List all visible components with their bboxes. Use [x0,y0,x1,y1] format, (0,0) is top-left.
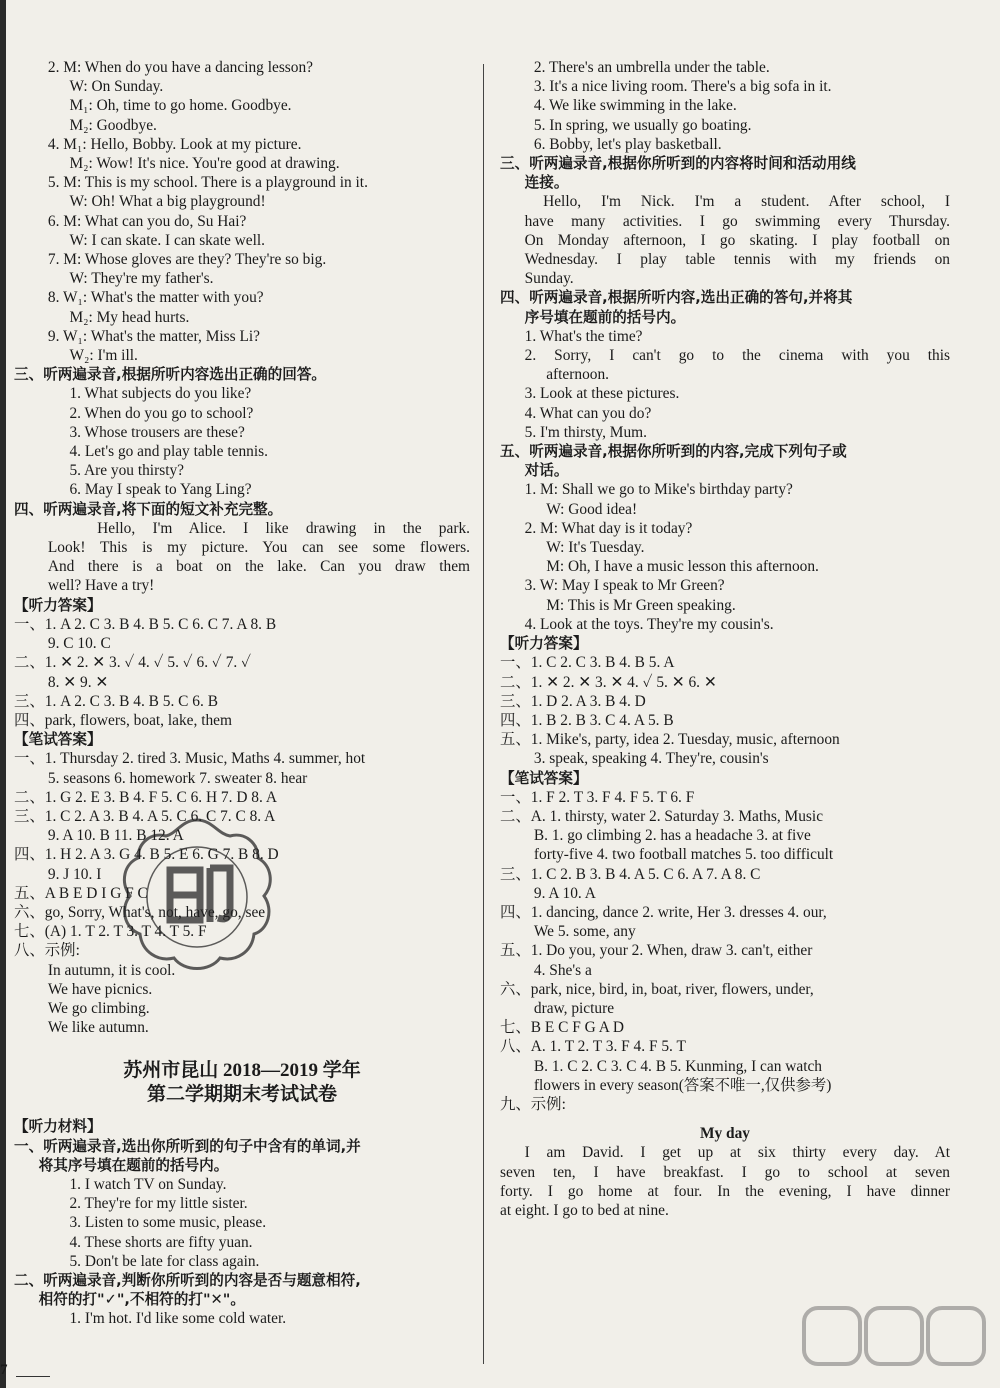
paragraph-line: On Monday afternoon, I go skating. I play football on [524,231,950,249]
text-line: 1. What's the time? [524,327,643,345]
text-line: 二、1. ✕ 2. ✕ 3. ✕ 4. ✓ 5. ✕ 6. ✕ [500,673,717,691]
exam-title: 苏州市昆山 2018—2019 学年 [123,1060,361,1082]
text-line: W: On Sunday. [69,78,164,96]
text-line: 4. She's a [533,961,592,979]
text-line: 2. They're for my little sister. [69,1195,248,1213]
text-line: 9. C 10. C [47,635,111,653]
text-line: 二、1. ✕ 2. ✕ 3. ✓ 4. ✓ 5. ✓ 6. ✓ 7. ✓ [14,654,252,672]
answer-heading: 【笔试答案】 [14,731,102,749]
text-line: Sunday. [524,270,574,288]
text-line: 5. Don't be late for class again. [69,1252,260,1270]
text-line: 七、B E C F G A D [500,1019,625,1037]
paragraph-line: Wednesday. I play table tennis with my friends on [524,251,950,269]
text-line: at eight. I go to bed at nine. [500,1201,669,1219]
text-line: forty-five 4. two football matches 5. too difficult [533,846,834,864]
text-line: 1. M: Shall we go to Mike's birthday party? [524,481,793,499]
column-divider [483,64,484,1364]
text-line: 六、park, nice, bird, in, boat, river, flowers, under, [500,980,814,998]
text-line: 三、1. C 2. B 3. B 4. A 5. C 6. A 7. A 8. C [500,865,761,883]
text-line: 一、1. C 2. C 3. B 4. B 5. A [500,654,675,672]
section-heading: 五、听两遍录音,根据你所听到的内容,完成下列句子或 [500,443,847,461]
text-line: 2. M: When do you have a dancing lesson? [47,59,314,76]
text-line: B. 1. go climbing 2. has a headache 3. at five [533,827,811,845]
section-heading: 三、听两遍录音,根据你所听到的内容将时间和活动用线 [500,155,856,173]
text-line: 4. What can you do? [524,404,652,422]
paragraph-line: have many activities. I go swimming every Thursday. [524,212,950,230]
text-line: W: Good idea! [546,500,638,518]
text-line: 3. speak, speaking 4. They're, cousin's [533,750,769,768]
paragraph-line: Look! This is my picture. You can see some flowers. [47,539,470,557]
text-line: 一、1. A 2. C 3. B 4. B 5. C 6. C 7. A 8. B [14,615,277,633]
text-line: 八、示例: [14,942,80,960]
text-line: 5. seasons 6. homework 7. sweater 8. hear [47,769,308,787]
text-line: 9. A 10. B 11. B 12. A [47,827,184,845]
text-line: well? Have a try! [47,577,155,595]
text-line: 3. W: May I speak to Mr Green? [524,577,725,595]
text-line: M: This is Mr Green speaking. [546,596,736,614]
text-line: 4. Let's go and play table tennis. [69,443,268,461]
text-line: 八、A. 1. T 2. T 3. F 4. F 5. T [500,1038,686,1056]
text-line: 9. J 10. I [47,865,102,883]
paragraph-line: And there is a boat on the lake. Can you draw them [47,558,470,576]
text-line: 一、1. Thursday 2. tired 3. Music, Maths 4. summer, hot [14,750,366,768]
text-line: 四、park, flowers, boat, lake, them [14,711,232,729]
text-line: 3. Look at these pictures. [524,385,680,403]
spacer [500,1114,950,1124]
text-line: flowers in every season(答案不唯一,仅供参考) [533,1076,832,1094]
text-line: 3. Whose trousers are these? [69,423,245,441]
section-heading: 三、听两遍录音,根据所听内容选出正确的回答。 [14,366,327,384]
left-column [14,58,470,1329]
section-heading: 相符的打"✓",不相符的打"✕"。 [38,1291,245,1309]
text-line: W₂: I'm ill. [69,347,138,365]
text-line: 二、1. G 2. E 3. B 4. F 5. C 6. H 7. D 8. A [14,788,277,806]
exam-title: 第二学期期末考试试卷 [146,1084,337,1106]
corner-watermark [798,1300,988,1376]
footer-rule [16,1376,50,1377]
text-line: We 5. some, any [533,923,636,941]
section-heading: 四、听两遍录音,根据所听内容,选出正确的答句,并将其 [500,289,853,307]
text-line: 5. Are you thirsty? [69,462,184,480]
text-line: 4. Look at the toys. They're my cousin's. [524,615,774,633]
answer-heading: 【听力答案】 [500,635,588,653]
text-line: 8. ✕ 9. ✕ [47,673,109,691]
text-line: We go climbing. [47,999,150,1017]
text-line: 四、1. dancing, dance 2. write, Her 3. dresses 4. our, [500,903,827,921]
text-line: 五、1. Mike's, party, idea 2. Tuesday, music, afternoon [500,731,840,749]
text-line: B. 1. C 2. C 3. C 4. B 5. Kunming, I can watch [533,1057,823,1075]
text-line: 4. M₁: Hello, Bobby. Look at my picture. [47,135,302,153]
section-heading: 对话。 [524,462,569,480]
paragraph-line: seven ten, I have breakfast. I go to school at seven [500,1163,950,1181]
text-line: We have picnics. [47,980,153,998]
text-line: M₁: Oh, time to go home. Goodbye. [69,97,292,115]
text-line: 2. M: What day is it today? [524,519,693,537]
text-line: 2. When do you go to school? [69,404,254,422]
text-line: 9. W₁: What's the matter, Miss Li? [47,327,260,345]
text-line: 4. We like swimming in the lake. [533,97,737,115]
text-line: 4. These shorts are fifty yuan. [69,1233,253,1251]
text-line: 6. May I speak to Yang Ling? [69,481,252,499]
section-heading: 序号填在题前的括号内。 [524,308,686,326]
text-line: 3. Listen to some music, please. [69,1214,267,1232]
text-line: 二、A. 1. thirsty, water 2. Saturday 3. Maths, Music [500,807,824,825]
text-line: 1. I'm hot. I'd like some cold water. [69,1310,287,1328]
text-line: M₂: Goodbye. [69,116,157,134]
text-line: 一、1. F 2. T 3. F 4. F 5. T 6. F [500,788,695,806]
page-binding-edge [0,0,6,1388]
text-line: 七、(A) 1. T 2. T 3. T 4. T 5. F [14,923,207,941]
text-line: 三、1. D 2. A 3. B 4. D [500,692,646,710]
section-heading: 一、听两遍录音,选出你所听到的句子中含有的单词,并 [14,1137,361,1155]
text-line: 2. There's an umbrella under the table. [533,59,770,76]
text-line: 8. W₁: What's the matter with you? [47,289,264,307]
right-column [500,58,950,1220]
spacer [14,1107,470,1117]
text-line: 6. M: What can you do, Su Hai? [47,212,247,230]
text-line: 6. Bobby, let's play basketball. [533,135,722,153]
answer-heading: 【笔试答案】 [500,769,588,787]
text-line: 三、1. A 2. C 3. B 4. B 5. C 6. B [14,692,218,710]
text-line: M₂: My head hurts. [69,308,190,326]
text-line: W: Oh! What a big playground! [69,193,266,211]
text-line: We like autumn. [47,1019,149,1037]
essay-title: My day [699,1125,751,1143]
text-line: afternoon. [546,366,610,384]
text-line: 7. M: Whose gloves are they? They're so big. [47,251,327,269]
text-line: 五、1. Do you, your 2. When, draw 3. can't, either [500,942,813,960]
text-line: 九、示例: [500,1095,566,1113]
section-heading: 连接。 [524,174,569,192]
text-line: 1. I watch TV on Sunday. [69,1175,227,1193]
text-line: 四、1. H 2. A 3. G 4. B 5. E 6. G 7. B 8. D [14,846,279,864]
section-heading: 二、听两遍录音,判断你所听到的内容是否与题意相符, [14,1271,361,1289]
paragraph-line: Hello, I'm Alice. I like drawing in the park. [97,519,470,537]
text-line: 六、go, Sorry, What's, not, have, go, see [14,903,266,921]
text-line: 3. It's a nice living room. There's a big sofa in it. [533,78,832,96]
section-heading: 将其序号填在题前的括号内。 [38,1156,229,1174]
text-line: 1. What subjects do you like? [69,385,252,403]
text-line: W: It's Tuesday. [546,539,645,557]
text-line: 三、1. C 2. A 3. B 4. A 5. C 6. C 7. C 8. A [14,807,276,825]
paragraph-line: I am David. I get up at six thirty every day. At [524,1144,950,1162]
text-line: 9. A 10. A [533,884,596,902]
text-line: 五、A B E D I G F C [14,884,148,902]
answer-heading: 【听力材料】 [14,1118,102,1136]
text-line: M₂: Wow! It's nice. You're good at drawing. [69,155,340,173]
text-line: 5. I'm thirsty, Mum. [524,423,647,441]
text-line: In autumn, it is cool. [47,961,176,979]
spacer [14,1037,470,1059]
text-line: W: They're my father's. [69,270,214,288]
text-line: draw, picture [533,999,615,1017]
text-line: 5. M: This is my school. There is a playground in it. [47,174,368,192]
text-line: 四、1. B 2. B 3. C 4. A 5. B [500,711,674,729]
answer-heading: 【听力答案】 [14,596,102,614]
text-line: M: Oh, I have a music lesson this afternoon. [546,558,819,576]
page-number: 7 [0,1362,8,1378]
paragraph-line: 2. Sorry, I can't go to the cinema with you this [524,347,950,365]
section-heading: 四、听两遍录音,将下面的短文补充完整。 [14,500,283,518]
text-line: W: I can skate. I can skate well. [69,231,266,249]
paragraph-line: forty. I go home at four. In the evening, I have dinner [500,1182,950,1200]
paragraph-line: Hello, I'm Nick. I'm a student. After school, I [543,193,950,211]
text-line: 5. In spring, we usually go boating. [533,116,752,134]
